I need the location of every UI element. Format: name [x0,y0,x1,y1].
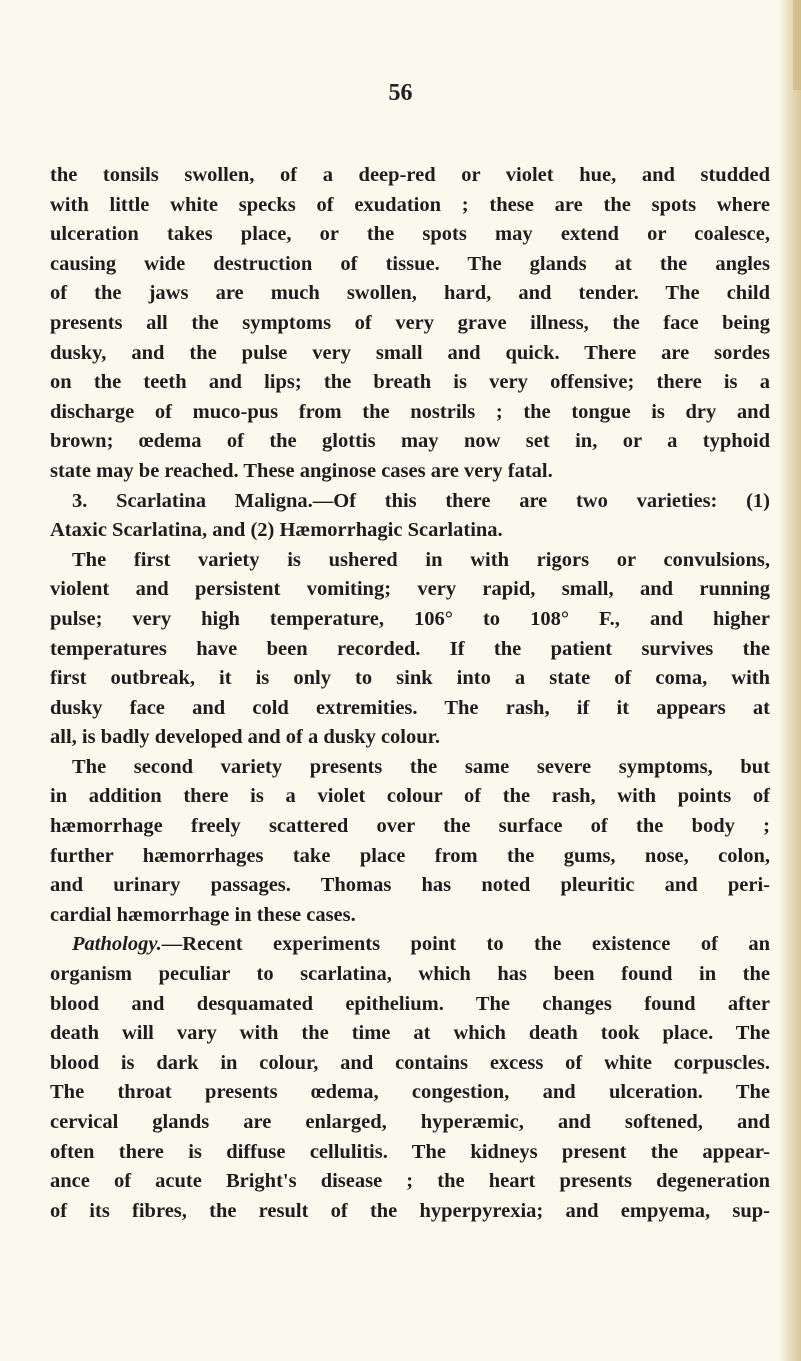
text-line: with little white specks of exudation ; these are the spots where [50,193,770,216]
text-line: discharge of muco-pus from the nostrils ; the tongue is dry and [50,400,770,423]
text-line: further hæmorrhages take place from the gums, nose, colon, [50,844,770,867]
text-line: on the teeth and lips; the breath is very offensive; there is a [50,371,770,394]
section-heading-pathology: Pathology. [72,933,162,956]
text-line: first outbreak, it is only to sink into a state of coma, with [50,667,770,690]
text-line: ance of acute Bright's disease ; the heart presents degeneration [50,1170,770,1193]
text-line: 3. Scarlatina Maligna.—Of this there are two varieties: (1) [72,489,770,512]
text-line: state may be reached. These anginose cases are very fatal. [50,459,553,482]
text-line: blood is dark in colour, and contains excess of white corpuscles. [50,1051,770,1074]
text-line: dusky, and the pulse very small and quick. There are sordes [50,341,770,364]
text-line: temperatures have been recorded. If the patient survives the [50,637,770,660]
text-line: presents all the symptoms of very grave illness, the face being [50,311,770,334]
text-line: of the jaws are much swollen, hard, and tender. The child [50,282,770,305]
text-line: in addition there is a violet colour of the rash, with points of [50,785,770,808]
text-line: blood and desquamated epithelium. The changes found after [50,992,770,1015]
text-line: cardial hæmorrhage in these cases. [50,903,356,926]
text-line: pulse; very high temperature, 106° to 108° F., and higher [50,607,770,630]
text-line: cervical glands are enlarged, hyperæmic, and softened, and [50,1111,770,1133]
text-line: of its fibres, the result of the hyperpyrexia; and empyema, sup- [50,1199,770,1222]
body-text [50,161,770,1226]
page-edge-shadow [779,0,801,1361]
text-line: brown; œdema of the glottis may now set in, or a typhoid [50,430,770,453]
text-line: and urinary passages. Thomas has noted pleuritic and peri- [50,874,770,897]
text-line: hæmorrhage freely scattered over the surface of the body ; [50,815,770,838]
text-line: The second variety presents the same severe symptoms, but [72,755,770,778]
text-line: causing wide destruction of tissue. The glands at the angles [50,252,770,275]
text-line: dusky face and cold extremities. The rash, if it appears at [50,696,770,719]
text-line: violent and persistent vomiting; very rapid, small, and running [50,578,770,601]
page-edge-mark [793,0,801,90]
text-line: organism peculiar to scarlatina, which has been found in the [50,963,770,986]
text-line: Pathology.—Recent experiments point to the existence of an [72,933,770,956]
text-line: The throat presents œdema, congestion, and ulceration. The [50,1081,770,1104]
text-line: ulceration takes place, or the spots may extend or coalesce, [50,223,770,246]
text-line: death will vary with the time at which death took place. The [50,1022,770,1045]
text-line: often there is diffuse cellulitis. The kidneys present the appear- [50,1140,770,1163]
text-line: The first variety is ushered in with rigors or convulsions, [72,548,770,571]
text-line: Ataxic Scarlatina, and (2) Hæmorrhagic Scarlatina. [50,519,503,542]
text-line: the tonsils swollen, of a deep-red or violet hue, and studded [50,164,770,186]
page-number: 56 [388,80,413,106]
text-line: all, is badly developed and of a dusky colour. [50,726,440,749]
